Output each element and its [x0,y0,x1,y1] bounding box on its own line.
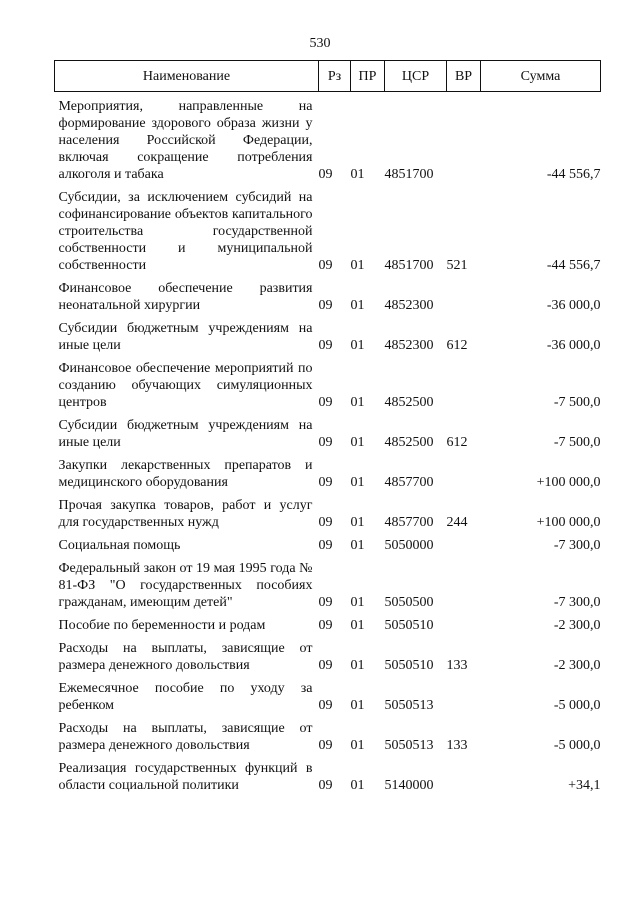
cell-name: Финансовое обеспечение развития неонатальной хирургии [58,281,313,313]
table-row [55,92,601,184]
cell-pr: 01 [350,435,365,450]
table-row [55,674,601,714]
budget-table [54,60,601,794]
cell-rz: 09 [318,595,333,610]
cell-sum: -36 000,0 [546,298,601,313]
table-header-row [55,61,601,92]
cell-name: Субсидии, за исключением субсидий на софинансирование объектов капитального строительства государственной собственности и муниципальной собственности [58,190,313,273]
cell-name: Закупки лекарственных препаратов и медицинского оборудования [58,458,313,490]
cell-sum: -7 300,0 [553,538,601,553]
table-row [55,183,601,274]
column-header-pr: ПР [351,61,385,92]
cell-rz: 09 [318,298,333,313]
cell-csr: 5050500 [384,595,434,610]
cell-pr: 01 [350,258,365,273]
cell-name: Расходы на выплаты, зависящие от размера денежного довольствия [58,721,313,753]
cell-name: Ежемесячное пособие по уходу за ребенком [58,681,313,713]
cell-vr [447,92,481,184]
cell-sum: -7 500,0 [553,435,601,450]
table-row [55,274,601,314]
table-row [55,754,601,794]
page-number: 530 [309,36,331,51]
cell-csr: 4857700 [384,515,434,530]
cell-name: Пособие по беременности и родам [58,618,266,633]
column-header-vr: ВР [447,61,481,92]
cell-pr: 01 [350,538,365,553]
cell-pr: 01 [350,475,365,490]
table-row [55,554,601,611]
cell-sum: -5 000,0 [553,698,601,713]
cell-rz: 09 [318,738,333,753]
cell-vr: 244 [446,515,468,530]
cell-csr: 4857700 [384,475,434,490]
cell-rz: 09 [318,167,333,182]
cell-pr: 01 [350,395,365,410]
table-row [55,611,601,634]
table-row [55,634,601,674]
cell-vr [447,531,481,554]
column-header-rz: Рз [319,61,351,92]
cell-sum: -44 556,7 [546,258,601,273]
cell-vr [447,554,481,611]
cell-vr: 612 [446,338,468,353]
cell-csr: 4852500 [384,435,434,450]
cell-name: Прочая закупка товаров, работ и услуг для государственных нужд [58,498,313,530]
cell-sum: +100 000,0 [536,515,601,530]
cell-sum: -2 300,0 [553,618,601,633]
column-header-sum: Сумма [481,61,601,92]
cell-csr: 5050513 [384,698,434,713]
column-header-csr: ЦСР [385,61,447,92]
cell-rz: 09 [318,658,333,673]
cell-csr: 5050510 [384,658,434,673]
table-row [55,531,601,554]
cell-vr [447,274,481,314]
cell-pr: 01 [350,167,365,182]
cell-csr: 4851700 [384,258,434,273]
cell-sum: +100 000,0 [536,475,601,490]
cell-rz: 09 [318,538,333,553]
cell-csr: 5050510 [384,618,434,633]
table-row [55,714,601,754]
cell-pr: 01 [350,298,365,313]
cell-csr: 4852300 [384,338,434,353]
table-row [55,354,601,411]
cell-sum: -7 300,0 [553,595,601,610]
cell-vr [447,611,481,634]
cell-rz: 09 [318,778,333,793]
cell-vr [447,354,481,411]
column-header-name: Наименование [55,61,319,92]
cell-pr: 01 [350,778,365,793]
cell-rz: 09 [318,475,333,490]
cell-pr: 01 [350,338,365,353]
cell-sum: -5 000,0 [553,738,601,753]
table-row [55,451,601,491]
cell-rz: 09 [318,435,333,450]
cell-name: Расходы на выплаты, зависящие от размера денежного довольствия [58,641,313,673]
cell-name: Субсидии бюджетным учреждениям на иные цели [58,321,313,353]
cell-sum: -36 000,0 [546,338,601,353]
cell-vr: 133 [446,658,468,673]
cell-pr: 01 [350,515,365,530]
cell-pr: 01 [350,698,365,713]
cell-pr: 01 [350,738,365,753]
cell-rz: 09 [318,338,333,353]
cell-sum: -44 556,7 [546,167,601,182]
cell-name: Субсидии бюджетным учреждениям на иные цели [58,418,313,450]
cell-rz: 09 [318,515,333,530]
cell-rz: 09 [318,698,333,713]
table-row [55,314,601,354]
table-body [55,92,601,795]
cell-csr: 4852500 [384,395,434,410]
cell-sum: -7 500,0 [553,395,601,410]
table-row [55,491,601,531]
cell-name: Финансовое обеспечение мероприятий по созданию обучающих симуляционных центров [58,361,313,410]
cell-vr [447,754,481,794]
cell-rz: 09 [318,395,333,410]
cell-vr: 133 [446,738,468,753]
cell-name: Социальная помощь [58,538,181,553]
cell-csr: 4852300 [384,298,434,313]
cell-vr: 612 [446,435,468,450]
cell-sum: +34,1 [568,778,601,793]
cell-pr: 01 [350,658,365,673]
cell-sum: -2 300,0 [553,658,601,673]
cell-name: Реализация государственных функций в области социальной политики [58,761,313,793]
cell-pr: 01 [350,595,365,610]
cell-csr: 5050513 [384,738,434,753]
cell-rz: 09 [318,258,333,273]
cell-name: Федеральный закон от 19 мая 1995 года № 81-ФЗ "О государственных пособиях гражданам, имеющим детей" [58,561,313,610]
cell-pr: 01 [350,618,365,633]
table-row [55,411,601,451]
cell-csr: 4851700 [384,167,434,182]
cell-csr: 5140000 [384,778,434,793]
cell-csr: 5050000 [384,538,434,553]
cell-vr [447,451,481,491]
cell-rz: 09 [318,618,333,633]
cell-name: Мероприятия, направленные на формирование здорового образа жизни у населения Российской Федерации, включая сокращение потребления алкоголя и табака [58,99,313,182]
cell-vr: 521 [446,258,468,273]
cell-vr [447,674,481,714]
